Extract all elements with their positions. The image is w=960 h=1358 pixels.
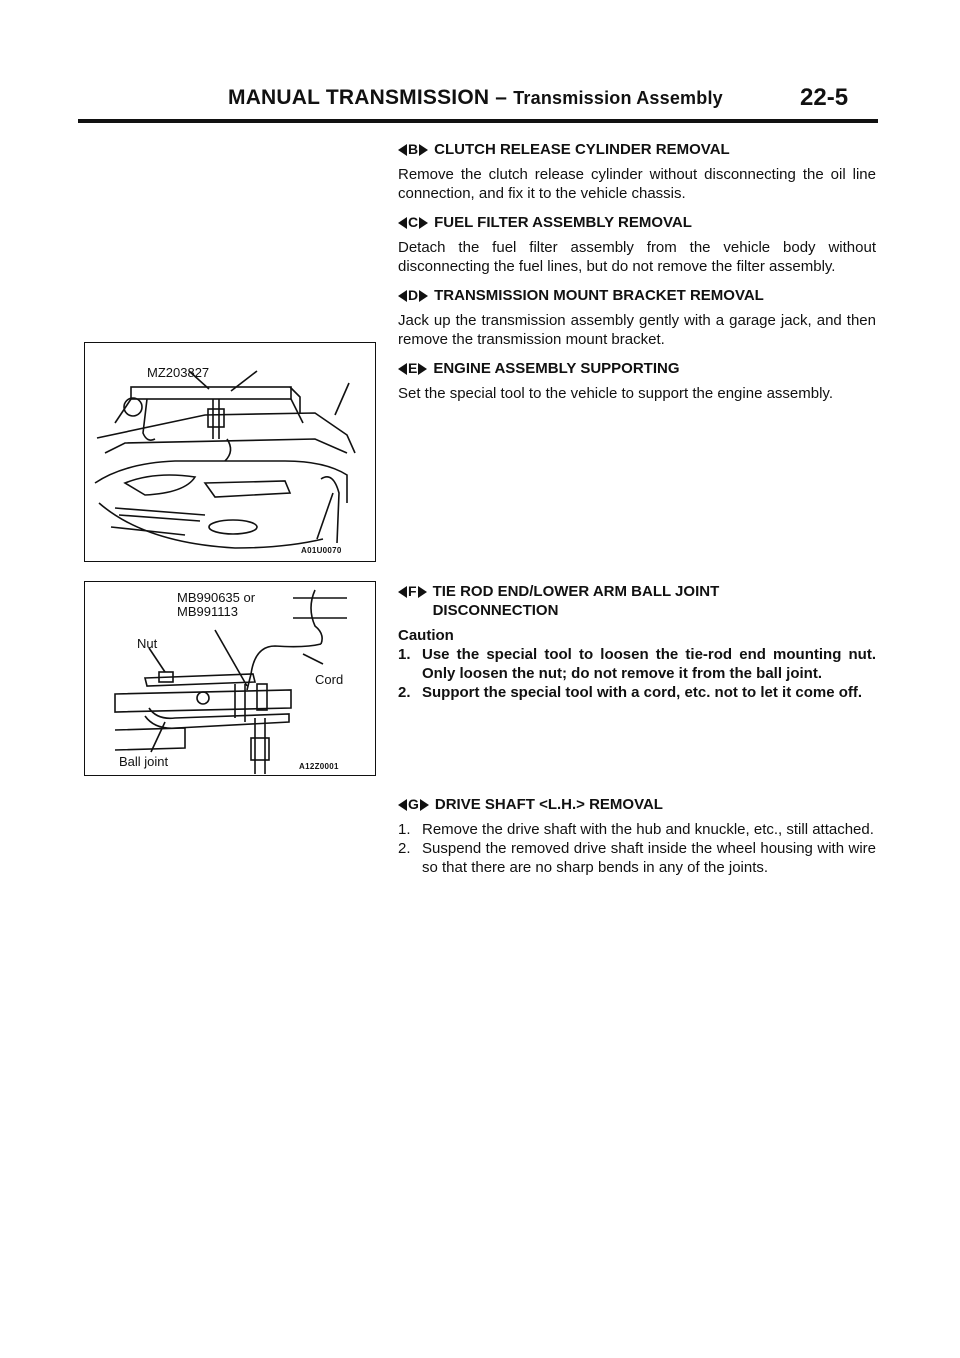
figure-engine-support xyxy=(84,342,376,562)
section-g xyxy=(398,795,876,877)
section-marker xyxy=(398,286,428,305)
list-item xyxy=(398,645,876,683)
step-text: Remove the drive shaft with the hub and knuckle, etc., still attached. xyxy=(422,821,874,838)
page-header-title xyxy=(228,86,723,110)
header-divider xyxy=(78,119,878,123)
section-letter: D xyxy=(408,287,419,303)
section-heading xyxy=(398,213,876,232)
list-item xyxy=(398,683,876,702)
section-letter: C xyxy=(408,214,419,230)
tool-number-label-1: MB990635 or xyxy=(177,590,256,605)
engine-support-illustration xyxy=(85,343,375,561)
section-marker xyxy=(398,795,429,814)
list-item xyxy=(398,820,876,839)
caution-steps xyxy=(398,645,876,702)
section-marker xyxy=(398,140,428,159)
triangle-left-icon xyxy=(398,290,407,302)
removal-steps xyxy=(398,820,876,877)
section-marker xyxy=(398,359,427,378)
ball-joint-label: Ball joint xyxy=(119,754,169,769)
section-letter: E xyxy=(408,360,418,376)
step-text: Use the special tool to loosen the tie-rod end mounting nut. Only loosen the nut; do not remove it from the ball joint. xyxy=(422,646,876,682)
section-f xyxy=(398,582,876,702)
page-number: 22-5 xyxy=(800,84,849,111)
section-e xyxy=(398,359,876,403)
section-title: FUEL FILTER ASSEMBLY REMOVAL xyxy=(434,214,692,231)
section-letter: F xyxy=(408,583,417,599)
section-title: TRANSMISSION MOUNT BRACKET REMOVAL xyxy=(434,287,764,304)
caution-label: Caution xyxy=(398,627,454,644)
figure-ball-joint xyxy=(84,581,376,776)
step-number: 1. xyxy=(398,821,411,838)
section-heading xyxy=(398,286,876,305)
step-number: 2. xyxy=(398,840,411,857)
triangle-left-icon xyxy=(398,217,407,229)
header-title-text: MANUAL TRANSMISSION xyxy=(228,86,490,109)
step-number: 1. xyxy=(398,646,411,663)
section-title-line1: TIE ROD END/LOWER ARM BALL JOINT xyxy=(432,583,720,600)
section-heading xyxy=(398,140,876,159)
section-body: Detach the fuel filter assembly from the vehicle body without disconnecting the fuel lines, but do not remove the filter assembly. xyxy=(398,239,876,275)
section-title: CLUTCH RELEASE CYLINDER REMOVAL xyxy=(434,141,730,158)
figure-code: A12Z0001 xyxy=(299,762,339,771)
section-marker xyxy=(398,582,427,601)
triangle-left-icon xyxy=(398,799,407,811)
section-c xyxy=(398,213,876,276)
triangle-left-icon xyxy=(398,144,407,156)
header-subtitle: Transmission Assembly xyxy=(513,88,723,108)
section-title: ENGINE ASSEMBLY SUPPORTING xyxy=(433,360,680,377)
section-b xyxy=(398,140,876,203)
figure-code: A01U0070 xyxy=(301,546,342,555)
header-separator: – xyxy=(495,86,508,109)
step-number: 2. xyxy=(398,684,411,701)
list-item xyxy=(398,839,876,877)
tool-number-label-2: MB991113 xyxy=(177,604,238,619)
triangle-right-icon xyxy=(419,144,428,156)
section-heading xyxy=(398,795,876,814)
cord-label: Cord xyxy=(315,672,344,687)
triangle-left-icon xyxy=(398,363,407,375)
triangle-right-icon xyxy=(420,799,429,811)
section-title-line2: DISCONNECTION xyxy=(432,602,559,619)
section-title: DRIVE SHAFT <L.H.> REMOVAL xyxy=(434,796,663,813)
section-body: Set the special tool to the vehicle to support the engine assembly. xyxy=(398,385,833,402)
section-marker xyxy=(398,213,428,232)
section-letter: B xyxy=(408,141,419,157)
tool-number-label: MZ203827 xyxy=(147,365,210,380)
step-text: Suspend the removed drive shaft inside the wheel housing with wire so that there are no sharp bends in any of the joints. xyxy=(422,840,876,876)
section-title xyxy=(433,582,720,620)
section-heading xyxy=(398,359,876,378)
triangle-right-icon xyxy=(418,586,427,598)
triangle-right-icon xyxy=(418,363,427,375)
section-letter: G xyxy=(408,796,419,812)
section-body: Jack up the transmission assembly gently with a garage jack, and then remove the transmission mount bracket. xyxy=(398,312,876,348)
section-body: Remove the clutch release cylinder without disconnecting the oil line connection, and fix it to the vehicle chassis. xyxy=(398,166,876,202)
section-d xyxy=(398,286,876,349)
triangle-right-icon xyxy=(419,290,428,302)
step-text: Support the special tool with a cord, etc. not to let it come off. xyxy=(422,684,863,701)
triangle-left-icon xyxy=(398,586,407,598)
nut-label: Nut xyxy=(137,636,158,651)
triangle-right-icon xyxy=(419,217,428,229)
sections-b-to-e xyxy=(398,140,876,413)
section-heading xyxy=(398,582,876,620)
